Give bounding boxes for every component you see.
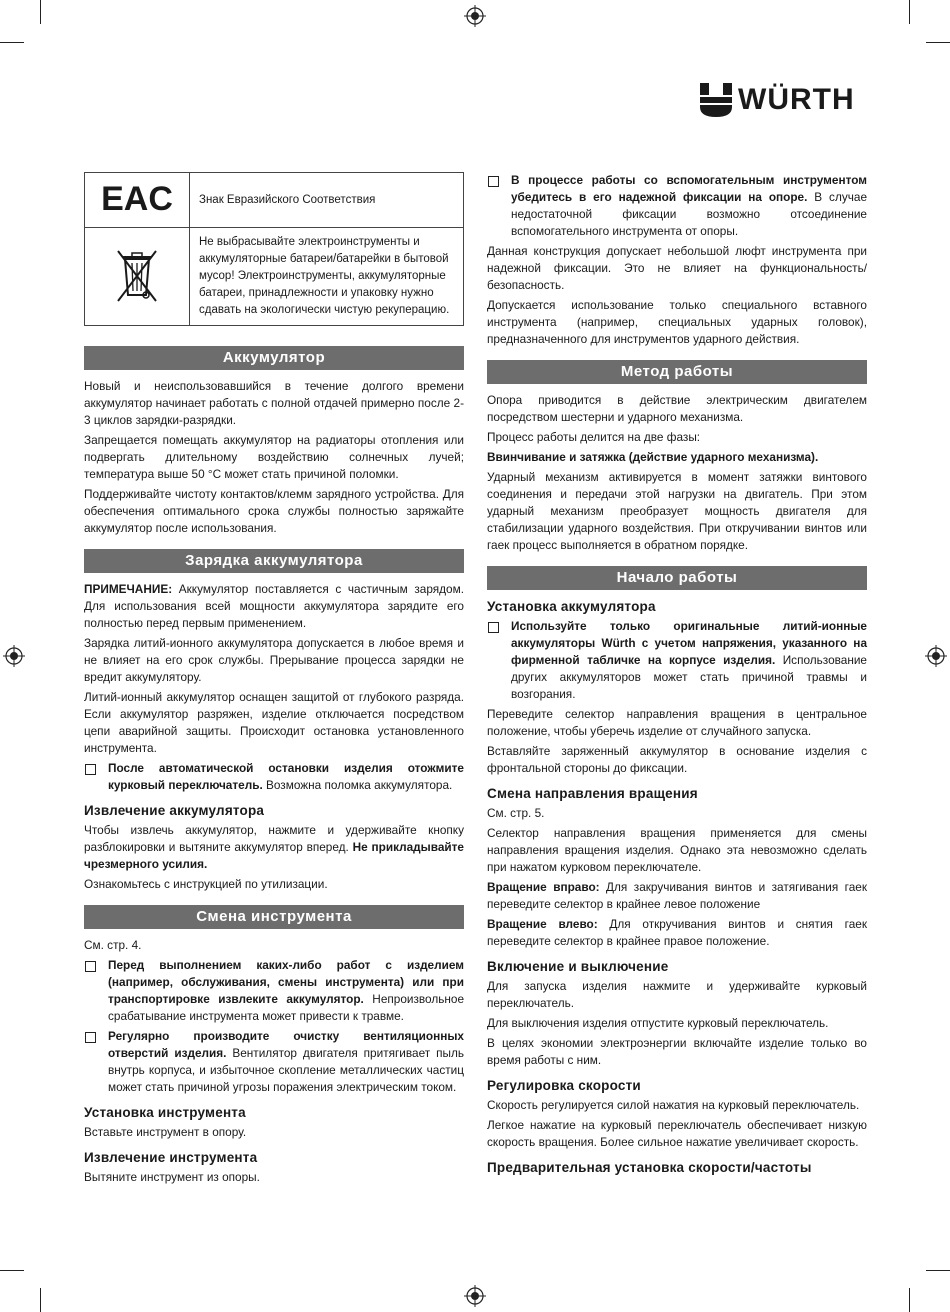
paragraph: Вставляйте заряженный аккумулятор в основание изделия с фронтальной стороны до фиксации. (487, 744, 867, 775)
crop-mark (0, 42, 24, 43)
checkbox-icon (85, 1032, 96, 1043)
crop-mark (926, 42, 950, 43)
subheading-battery-install: Установка аккумулятора (487, 599, 656, 614)
checkbox-icon (488, 176, 499, 187)
crop-mark (909, 1288, 910, 1312)
subheading-tool-install: Установка инструмента (84, 1105, 246, 1120)
left-column (84, 172, 464, 1189)
subheading-direction: Смена направления вращения (487, 786, 698, 801)
wurth-logo (700, 80, 870, 120)
crop-mark (0, 1270, 24, 1271)
paragraph: Ударный механизм активируется в момент затяжки винтового соединения и передачи этой нагрузки на двигатель. При этом ударный механизм преобразует мощность двигателя для стабилизации ударного воздействия. При откручивании винтов или гаек процесс выполняется в обратном порядке. (487, 470, 867, 552)
crop-mark (40, 1288, 41, 1312)
text: Использование других аккумуляторов может стать причиной травмы и возгорания. (511, 653, 867, 701)
paragraph: Для выключения изделия отпустите курковый переключатель. (487, 1016, 829, 1030)
paragraph: Вставьте инструмент в опору. (84, 1125, 247, 1139)
paragraph: Скорость регулируется силой нажатия на курковый переключатель. (487, 1098, 860, 1112)
paragraph: Вытяните инструмент из опоры. (84, 1170, 260, 1184)
checkbox-icon (85, 764, 96, 775)
right-column (487, 172, 867, 1179)
paragraph: Допускается использование только специального вставного инструмента (например, специальных ударных головок), предназначенного для инструментов ударного действия. (487, 298, 867, 346)
note-label: ПРИМЕЧАНИЕ: (84, 582, 173, 596)
section-header-method: Метод работы (487, 360, 867, 384)
symbol-text: Не выбрасывайте электроинструменты и аккумуляторные батареи/батарейки в бытовой мусор! Электроинструменты, аккумуляторные батареи, принадлежности и упаковку нужно сдавать на экологически чистую рекуперацию. (190, 228, 464, 326)
paragraph: Ознакомьтесь с инструкцией по утилизации. (84, 877, 328, 891)
text: Возможна поломка аккумулятора. (262, 778, 453, 792)
paragraph: Для запуска изделия нажмите и удерживайте курковый переключатель. (487, 979, 867, 1010)
paragraph: Переведите селектор направления вращения в центральное положение, чтобы уберечь изделие от случайного запуска. (487, 707, 867, 738)
text: Вентилятор двигателя притягивает пыль внутрь корпуса, и избыточное скопление металлических частиц может стать причиной угрозы поражения электрическим током. (108, 1046, 464, 1094)
symbol-row (85, 173, 464, 228)
checkbox-icon (85, 961, 96, 972)
paragraph: Легкое нажатие на курковый переключатель обеспечивает низкую скорость вращения. Более сильное нажатие увеличивает скорость. (487, 1118, 867, 1149)
symbol-row (85, 228, 464, 326)
paragraph (487, 916, 867, 950)
paragraph (108, 957, 464, 1025)
brand-name: WÜRTH (738, 83, 855, 116)
paragraph: Литий-ионный аккумулятор оснащен защитой от глубокого разряда. Если аккумулятор разряжен, изделие отключается посредством цепи аварийной защиты. Происходит остановка установленного инструмента. (84, 690, 464, 755)
paragraph: Данная конструкция допускает небольшой люфт инструмента при надежной фиксации. Это не влияет на функциональность/безопасность. (487, 244, 867, 292)
registration-mark-icon (3, 645, 25, 667)
section-header-tool-change: Смена инструмента (84, 905, 464, 929)
paragraph (511, 172, 867, 240)
crop-mark (40, 0, 41, 24)
checklist-item (487, 618, 867, 703)
crop-mark (926, 1270, 950, 1271)
paragraph: Запрещается помещать аккумулятор на радиаторы отопления или подвергать длительному воздействию солнечных лучей; температура выше 50 °C может стать причиной поломки. (84, 433, 464, 481)
paragraph (108, 760, 464, 794)
subheading-preset: Предварительная установка скорости/частоты (487, 1160, 812, 1175)
paragraph (511, 618, 867, 703)
bold-text: В процессе работы со вспомогательным инструментом убедитесь в его надежной фиксации на опоре. (511, 173, 867, 204)
paragraph: Поддерживайте чистоту контактов/клемм зарядного устройства. Для обеспечения оптимального срока службы полностью заряжайте аккумулятор после использования. (84, 487, 464, 535)
bold-text: Используйте только оригинальные литий-ионные аккумуляторы Würth с учетом напряжения, указанного на фирменной табличке на корпусе изделия. (511, 619, 867, 667)
section-header-charging: Зарядка аккумулятора (84, 549, 464, 573)
paragraph: Процесс работы делится на две фазы: (487, 430, 701, 444)
subheading-speed: Регулировка скорости (487, 1078, 641, 1093)
paragraph: Зарядка литий-ионного аккумулятора допускается в любое время и не влияет на его срок службы. Прерывание процесса зарядки не вредит аккумулятору. (84, 636, 464, 684)
symbol-cell (85, 228, 190, 326)
checklist-item (84, 760, 464, 794)
note-text: Аккумулятор поставляется с частичным зарядом. Для использования всей мощности аккумулятора зарядите его полностью перед первым применением. (84, 582, 464, 630)
symbols-table (84, 172, 464, 326)
bold-text: После автоматической остановки изделия отожмите курковый переключатель. (108, 761, 464, 792)
section-header-start: Начало работы (487, 566, 867, 590)
subheading-screwing: Ввинчивание и затяжка (действие ударного механизма). (487, 450, 819, 464)
checklist-item (84, 1028, 464, 1096)
checklist-item (84, 957, 464, 1025)
paragraph: Новый и неиспользовавшийся в течение долгого времени аккумулятор начинает работать с полной отдачей примерно после 2-3 циклов зарядки-разрядки. (84, 379, 464, 427)
subheading-battery-removal: Извлечение аккумулятора (84, 803, 265, 818)
symbol-text: Знак Евразийского Соответствия (190, 173, 464, 228)
bold-text: Вращение влево: (487, 917, 598, 931)
registration-mark-icon (464, 1285, 486, 1307)
registration-mark-icon (464, 5, 486, 27)
paragraph (84, 581, 464, 632)
crop-mark (909, 0, 910, 24)
eac-mark-icon (101, 180, 173, 218)
page-reference: См. стр. 5. (487, 806, 545, 820)
subheading-on-off: Включение и выключение (487, 959, 669, 974)
bold-text: Перед выполнением каких-либо работ с изделием (например, обслуживания, смены инструмента) или при транспортировке извлеките аккумулятор. (108, 958, 464, 1006)
section-header-battery: Аккумулятор (84, 346, 464, 370)
page-reference: См. стр. 4. (84, 938, 142, 952)
bold-text: Вращение вправо: (487, 880, 600, 894)
paragraph: Опора приводится в действие электрическим двигателем посредством шестерни и ударного механизма. (487, 393, 867, 424)
symbol-cell (85, 173, 190, 228)
bold-text: Регулярно производите очистку вентиляционных отверстий изделия. (108, 1029, 464, 1060)
checkbox-icon (488, 622, 499, 633)
paragraph: В целях экономии электроэнергии включайте изделие только во время работы с ним. (487, 1036, 867, 1067)
registration-mark-icon (925, 645, 947, 667)
crossed-bin-icon (114, 245, 160, 303)
eac-mark-text: EAC (101, 180, 173, 218)
text: Для откручивания винтов и снятия гаек переведите селектор в крайнее правое положение. (487, 917, 867, 948)
paragraph: Селектор направления вращения применяется для смены направления вращения изделия. Однако эта невозможно сделать при нажатом курковом переключателе. (487, 826, 867, 874)
text: В случае недостаточной фиксации возможно отсоединение вспомогательного инструмента от опоры. (511, 190, 868, 238)
subheading-tool-remove: Извлечение инструмента (84, 1150, 258, 1165)
bold-text: Не прикладывайте чрезмерного усилия. (84, 840, 464, 871)
text: Для закручивания винтов и затягивания гаек переведите селектор в крайнее левое положение (487, 880, 867, 911)
text: Непроизвольное срабатывание инструмента может привести к травме. (108, 992, 464, 1023)
paragraph (487, 879, 867, 913)
text: Чтобы извлечь аккумулятор, нажмите и удерживайте кнопку разблокировки и вытяните аккумулятор вперед. (84, 823, 464, 854)
paragraph (108, 1028, 464, 1096)
checklist-item (487, 172, 867, 240)
paragraph (84, 822, 464, 873)
wurth-emblem-icon (700, 83, 732, 117)
